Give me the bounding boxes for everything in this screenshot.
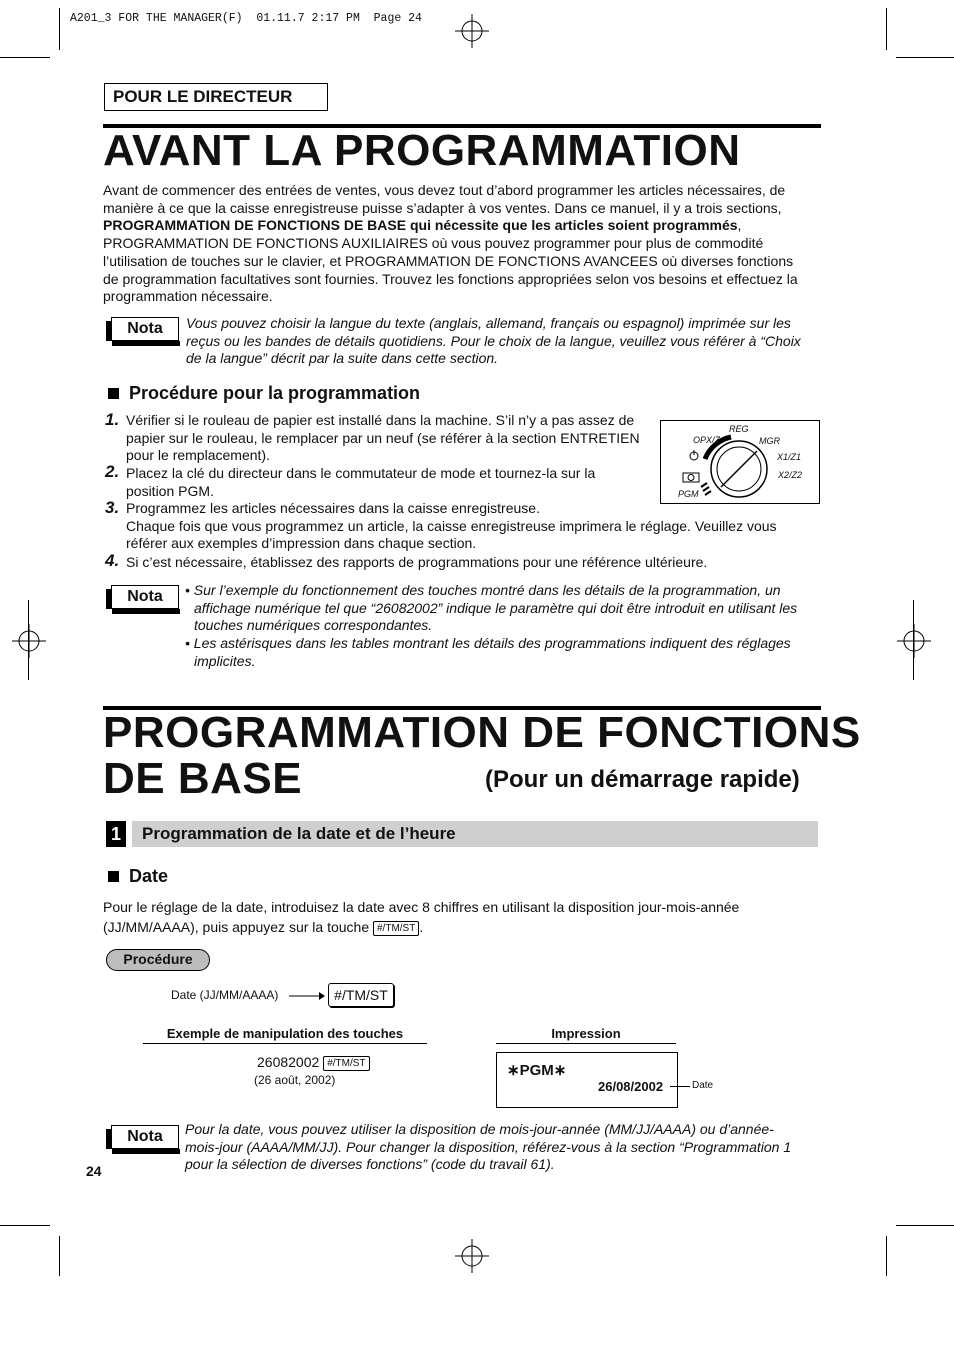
- file-header: A201_3 FOR THE MANAGER(F) 01.11.7 2:17 PM Page 24: [70, 12, 422, 25]
- text-tail: ,: [737, 217, 742, 234]
- nota-text: [186, 315, 826, 368]
- key-tmst-button: #/TM/ST: [328, 983, 394, 1007]
- heading-text: Date: [129, 866, 169, 886]
- section-subtitle: (Pour un démarrage rapide): [485, 766, 800, 793]
- text-line: [103, 917, 823, 937]
- nota-badge: Nota: [111, 585, 179, 609]
- text-line: touches numériques correspondantes.: [194, 617, 433, 634]
- text-line: Pour le réglage de la date, introduisez la date avec 8 chiffres en utilisant la disposition jour-mois-année: [103, 899, 740, 915]
- page-number: 24: [86, 1163, 102, 1179]
- crop-mark: [0, 57, 50, 58]
- text-line: manière à ce que la caisse enregistreuse puisse s’adapter à vos ventes. Dans ce manuel, il y a trois sections,: [103, 199, 782, 216]
- crop-mark: [896, 57, 954, 58]
- text-line: [103, 217, 823, 235]
- text-line: Vous pouvez choisir la langue du texte (anglais, allemand, français ou espagnol) imprimée sur les: [186, 315, 791, 331]
- page-title: AVANT LA PROGRAMMATION: [103, 126, 741, 175]
- heading-underline: [496, 1043, 676, 1044]
- receipt-date: 26/08/2002: [598, 1079, 664, 1094]
- key-tmst-icon: #/TM/ST: [373, 921, 419, 936]
- impression-heading: Impression: [551, 1026, 621, 1041]
- text-line: papier sur le rouleau, le remplacer par un neuf (se référer à la section ENTRETIEN: [126, 429, 640, 446]
- text-line: de programmation facultatives sont fournies. Trouvez les fonctions appropriées selon vos besoins et effectuez la: [103, 270, 798, 287]
- date-callout: Date: [692, 1080, 714, 1091]
- section-number: 1: [106, 821, 126, 847]
- crop-mark: [886, 1236, 887, 1276]
- mode-label-opxz: OPX/Z: [693, 435, 721, 445]
- receipt-pgm: ∗PGM∗: [507, 1062, 567, 1079]
- step-number: 1.: [105, 410, 120, 429]
- example-heading: Exemple de manipulation des touches: [166, 1026, 404, 1041]
- crop-mark: [886, 8, 887, 50]
- bullet-square-icon: [108, 388, 119, 399]
- example-entry: [257, 1054, 370, 1071]
- text-line: pour le remplacement).: [126, 447, 270, 464]
- mode-label-x1z1: X1/Z1: [777, 452, 802, 462]
- intro-paragraph: [103, 182, 823, 306]
- text-line: position PGM.: [126, 482, 214, 499]
- step-text: [126, 412, 666, 465]
- text-line: référer aux exemples d’impression dans chaque section.: [126, 535, 477, 552]
- crop-mark: [0, 1225, 50, 1226]
- text-line: implicites.: [194, 652, 256, 669]
- section-label: POUR LE DIRECTEUR: [104, 83, 328, 111]
- mode-label-pgm: PGM: [678, 489, 699, 499]
- step-number: 3.: [105, 498, 120, 517]
- text-line: Vérifier si le rouleau de papier est installé dans la machine. S’il n’y a pas assez de: [126, 412, 635, 428]
- text-line: Programmez les articles nécessaires dans la caisse enregistreuse.: [126, 500, 540, 516]
- text-line: Pour la date, vous pouvez utiliser la disposition de mois-jour-année (MM/JJ/AAAA) ou d’année-: [185, 1121, 774, 1137]
- text-line: Si c’est nécessaire, établissez des rapports de programmations pour une référence ultérieure.: [126, 554, 708, 570]
- step-number: 2.: [105, 462, 120, 481]
- registration-mark-icon: [12, 624, 46, 658]
- text-span: (JJ/MM/AAAA), puis appuyez sur la touche: [103, 919, 370, 935]
- nota-text: [185, 1121, 825, 1174]
- text-line: • Sur l’exemple du fonctionnement des touches montré dans les détails de la programmation, un: [185, 582, 781, 598]
- step-text: [126, 554, 826, 572]
- nota-text: [185, 582, 825, 671]
- mode-label-reg: REG: [729, 424, 749, 434]
- text-line: programmation nécessaire.: [103, 288, 273, 305]
- crop-mark: [28, 600, 29, 680]
- text-line: reçus ou les bandes de détails quotidiens. Pour le choix de la langue, veuillez vous référer à “Choix: [186, 332, 801, 349]
- procedure-heading: [108, 383, 420, 404]
- bold-text: PROGRAMMATION DE FONCTIONS DE BASE qui nécessite que les articles soient programmés: [103, 217, 738, 234]
- diagram-date-label: Date (JJ/MM/AAAA): [171, 988, 279, 1002]
- mode-label-x2z2: X2/Z2: [778, 470, 803, 480]
- heading-text: Procédure pour la programmation: [129, 383, 421, 403]
- date-heading: [108, 866, 168, 887]
- crop-mark: [913, 600, 914, 680]
- heading-underline: [143, 1043, 427, 1044]
- crop-mark: [59, 1236, 60, 1276]
- text-line: mois-jour (AAAA/MM/JJ). Pour changer la disposition, référez-vous à la section “Programmation 1: [185, 1138, 792, 1155]
- nota-badge: Nota: [111, 1125, 179, 1149]
- text-line: Chaque fois que vous programmez un article, la caisse enregistreuse imprimera le réglage. Veuillez vous: [126, 517, 777, 534]
- nota-badge: Nota: [111, 317, 179, 341]
- registration-mark-icon: [455, 14, 489, 48]
- date-paragraph: [103, 897, 823, 937]
- mode-switch-figure: [660, 420, 820, 504]
- crop-mark: [59, 8, 60, 50]
- text-line: de la langue” décrit par la suite dans cette section.: [186, 350, 499, 367]
- text-line: Placez la clé du directeur dans le commutateur de mode et tournez-la sur la: [126, 465, 596, 481]
- text-line: PROGRAMMATION DE FONCTIONS AUXILIAIRES où vous pouvez programmer pour plus de commodité: [103, 235, 764, 252]
- step-number: 4.: [105, 551, 120, 570]
- text-line: pour la sélection de diverses fonctions” (code du travail 61).: [185, 1156, 555, 1173]
- key-tmst-icon: #/TM/ST: [323, 1056, 369, 1071]
- example-note: (26 août, 2002): [254, 1073, 336, 1087]
- step-text: [126, 465, 666, 500]
- section-title-line2: DE BASE: [103, 754, 303, 803]
- crop-mark: [896, 1225, 954, 1226]
- mode-label-mgr: MGR: [759, 436, 780, 446]
- registration-mark-icon: [897, 624, 931, 658]
- procedure-pill: Procédure: [106, 949, 210, 971]
- text-line: • Les astérisques dans les tables montrant les détails des programmations indiquent des réglages: [185, 635, 791, 652]
- text-tail: .: [419, 919, 424, 935]
- arrow-right-icon: [289, 989, 325, 1003]
- step-text: [126, 500, 826, 553]
- text-line: l’utilisation de touches sur le clavier, et PROGRAMMATION DE FONCTIONS AVANCEES où diverses fonctions: [103, 252, 794, 269]
- section-title-line1: PROGRAMMATION DE FONCTIONS: [103, 708, 861, 757]
- text-line: Avant de commencer des entrées de ventes, vous devez tout d’abord programmer les articles nécessaires, de: [103, 182, 786, 198]
- bullet-square-icon: [108, 871, 119, 882]
- callout-line: [670, 1086, 690, 1087]
- text-line: affichage numérique tel que “26082002” indique le paramètre qui doit être introduit en utilisant les: [194, 599, 798, 616]
- example-value: 26082002: [257, 1054, 320, 1070]
- section-bar-title: Programmation de la date et de l’heure: [142, 824, 456, 843]
- registration-mark-icon: [455, 1239, 489, 1273]
